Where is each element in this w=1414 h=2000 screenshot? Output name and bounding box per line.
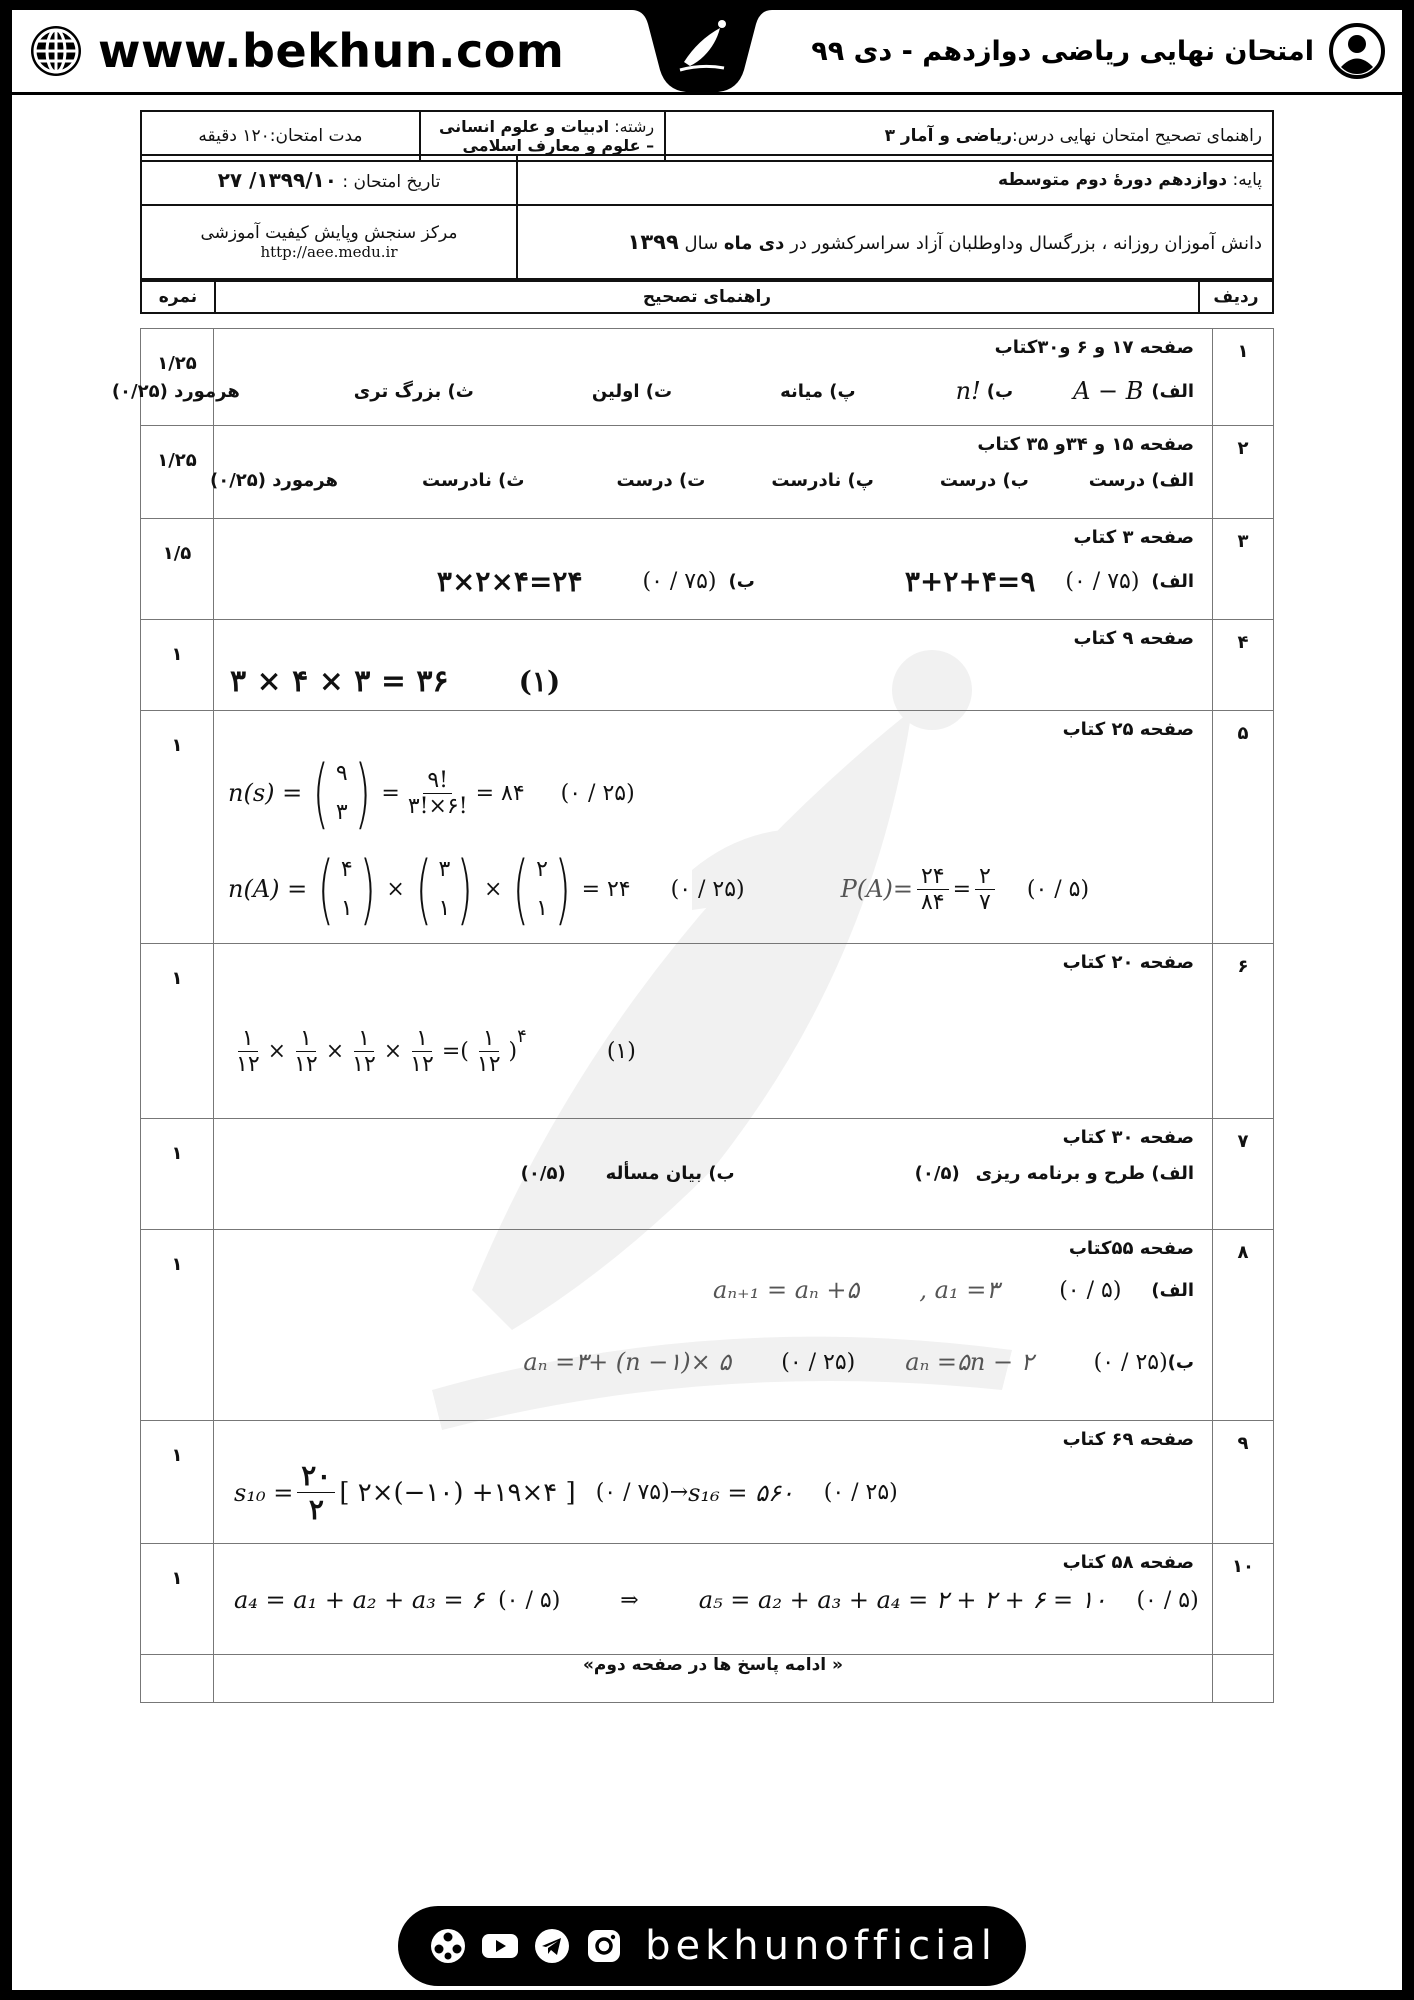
- score-note: (۰ / ۵): [1136, 1587, 1199, 1613]
- binom-bottom: ۱: [536, 896, 548, 921]
- col-guide: راهنمای تصحیح: [215, 281, 1199, 313]
- part-answer: ث) بزرگ تری: [353, 380, 474, 402]
- row-number: ۹: [1213, 1421, 1274, 1544]
- empty-cell: [141, 1655, 214, 1703]
- part-label: الف): [1151, 571, 1194, 592]
- user-icon: [1328, 22, 1386, 80]
- field-label: رشته:: [609, 117, 655, 136]
- course-name: ریاضی و آمار ۳: [884, 126, 1012, 146]
- denominator: ۸۴: [920, 889, 945, 915]
- answer-cell: [214, 620, 1213, 711]
- top-bar: [12, 10, 1402, 95]
- column-header: [140, 280, 1274, 314]
- math-expr: a₅ = a₂ + a₃ + a₄ = ۲ + ۲ + ۶ = ۱۰: [698, 1586, 1107, 1614]
- equals-paren: =(: [441, 1039, 469, 1064]
- page-ref: صفحه ۲۵ کتاب: [1062, 719, 1194, 740]
- score-note: (۰/۵): [520, 1163, 566, 1184]
- row-number: ۲: [1213, 426, 1274, 519]
- answer-cell: [214, 1119, 1213, 1230]
- numerator: ۱: [354, 1026, 374, 1052]
- math-expr: aₙ =۳+ (n −۱)× ۵: [523, 1348, 732, 1376]
- part-answer: الف) طرح و برنامه ریزی: [975, 1163, 1194, 1184]
- numerator: ۲۰: [297, 1459, 335, 1493]
- numerator: ۱: [412, 1026, 432, 1052]
- binom-bottom: ۱: [340, 896, 353, 921]
- page-ref: صفحه ۵۵کتاب: [1068, 1238, 1194, 1259]
- part-answer: پ) نادرست: [771, 470, 874, 491]
- math-result: s₁₆ = ۵۶۰: [688, 1478, 794, 1507]
- part-answer: ب) بیان مسأله: [605, 1163, 735, 1184]
- score-note: (۰ / ۵): [498, 1587, 561, 1613]
- instagram-icon[interactable]: [583, 1925, 625, 1967]
- social-handle[interactable]: bekhunofficial: [645, 1923, 997, 1969]
- binom-values: [336, 761, 348, 825]
- score-note: (۰ / ۲۵): [1093, 1349, 1168, 1375]
- row-number: ۸: [1213, 1230, 1274, 1421]
- page-ref: صفحه ۵۸ کتاب: [1062, 1552, 1194, 1573]
- answer-cell: [214, 944, 1213, 1119]
- center-cell: [141, 205, 517, 279]
- binomial: [306, 748, 377, 837]
- math-expr: ۳×۲×۴=۲۴: [436, 565, 583, 598]
- numerator: ۱: [238, 1026, 258, 1052]
- part-answer: ت) اولین: [591, 380, 673, 402]
- part-label: ب): [728, 571, 755, 592]
- site-link[interactable]: [28, 22, 564, 80]
- numerator: ۲: [975, 864, 995, 890]
- exam-date: ۱۳۹۹/۱۰/ ۲۷: [217, 168, 337, 192]
- times: ×: [386, 876, 405, 902]
- row-number: ۶: [1213, 944, 1274, 1119]
- answer-row-7: [141, 1119, 1274, 1230]
- duration-cell: مدت امتحان:۱۲۰ دقیقه: [141, 111, 420, 161]
- math-expr: n(s) =: [228, 779, 303, 807]
- row-number: ۱۰: [1213, 1544, 1274, 1655]
- answer-cell: [214, 1421, 1213, 1544]
- part-answer: ث) نادرست: [421, 470, 525, 491]
- math-expr: , a₁ =۳: [919, 1276, 1000, 1304]
- score-note: (۱): [606, 1039, 636, 1064]
- guide-label: راهنمای تصحیح امتحان نهایی درس:: [1011, 126, 1262, 146]
- col-score: نمره: [141, 281, 215, 313]
- answer-line: [210, 470, 1194, 491]
- answer-line: [112, 377, 1194, 405]
- binom-bottom: ۱: [438, 896, 451, 921]
- row-number: ۵: [1213, 711, 1274, 944]
- score-note: هرمورد (۰/۲۵): [209, 470, 338, 491]
- exam-title: امتحان نهایی ریاضی دوازدهم - دی ۹۹: [811, 35, 1314, 67]
- exam-info-table-2: [140, 154, 1274, 280]
- row-score: ۱/۵: [141, 519, 214, 620]
- score-note: (۰ / ۷۵): [642, 569, 717, 594]
- left-paren: (: [317, 844, 335, 933]
- right-paren: ): [354, 748, 371, 837]
- binomial: [506, 844, 577, 933]
- exam-year: ۱۳۹۹: [627, 230, 679, 254]
- part-label: الف): [1151, 380, 1194, 402]
- row-score: ۱: [141, 711, 214, 944]
- answer-line-a: [713, 1276, 1194, 1304]
- answer-cell: [214, 519, 1213, 620]
- center-name: مرکز سنجش وپایش کیفیت آموزشی: [200, 223, 458, 243]
- denominator: ۱۲: [236, 1052, 260, 1077]
- math-expr: ۳ × ۴ × ۳ = ۳۶: [230, 664, 449, 699]
- binomial: [409, 844, 480, 933]
- date-cell: [141, 155, 517, 205]
- denominator: ۱۲: [294, 1052, 318, 1077]
- times: ×: [325, 1039, 345, 1064]
- answer-cell: [209, 426, 1213, 519]
- math-result: = ۸۴: [475, 780, 525, 806]
- math-expr: P(A)=: [840, 875, 913, 903]
- fraction: [917, 864, 949, 915]
- bekhun-logo: [632, 10, 772, 92]
- globe-icon: [28, 23, 84, 79]
- grade-label: پایه:: [1227, 170, 1262, 190]
- aparat-icon[interactable]: [427, 1925, 469, 1967]
- binom-top: ۹: [335, 761, 348, 786]
- page-ref: صفحه ۶۹ کتاب: [1062, 1429, 1194, 1450]
- continuation-note: « ادامه پاسخ ها در صفحه دوم»: [214, 1655, 1213, 1703]
- binomial: [311, 844, 382, 933]
- binom-top: ۳: [438, 857, 451, 882]
- row-score: ۱: [141, 620, 214, 711]
- numerator: ۱: [479, 1026, 499, 1052]
- math-expr: aₙ =۵n − ۲: [905, 1348, 1034, 1376]
- ns-equation: [228, 748, 635, 837]
- times: ×: [267, 1039, 287, 1064]
- equals: =: [952, 876, 972, 902]
- fraction: [975, 864, 995, 915]
- denominator: ۲: [308, 1493, 324, 1526]
- students-text: دانش آموزان روزانه ، بزرگسال وداوطلبان آزاد سراسرکشور در: [784, 233, 1262, 254]
- binom-bottom: ۳: [335, 800, 348, 825]
- fraction: [473, 1026, 505, 1077]
- answer-row-10: [141, 1544, 1274, 1655]
- answer-cell: [214, 711, 1213, 944]
- page: [12, 10, 1402, 1990]
- series-sum: [234, 1459, 898, 1526]
- binom-values: [439, 857, 451, 921]
- center-url[interactable]: http://aee.medu.ir: [260, 243, 398, 261]
- times: ×: [483, 876, 503, 902]
- col-row: ردیف: [1199, 281, 1273, 313]
- score-note: (۰ / ۲۵): [781, 1349, 856, 1375]
- right-paren: ): [359, 844, 376, 933]
- math-expr: [ ۲×(−۱۰) +۱۹×۴ ]: [339, 1477, 576, 1508]
- score-note: (۱): [518, 665, 561, 698]
- left-paren: (: [415, 844, 432, 933]
- fraction: [232, 1026, 264, 1077]
- denominator: ۱۲: [410, 1052, 434, 1077]
- math-result: = ۲۴: [581, 876, 631, 902]
- answer-line: [521, 1163, 1194, 1184]
- right-paren: ): [457, 844, 474, 933]
- left-paren: (: [312, 748, 330, 837]
- part-answer: پ) میانه: [780, 380, 856, 402]
- denominator: ۷: [979, 889, 991, 915]
- row-number: ۱: [1213, 329, 1274, 426]
- fraction: [404, 768, 472, 819]
- row-score: ۱/۲۵: [141, 329, 214, 426]
- probability-equation: [228, 1026, 636, 1077]
- binom-values: [536, 857, 548, 921]
- row-score: ۱: [141, 1421, 214, 1544]
- math-expr: ۳+۲+۴=۹: [904, 565, 1036, 598]
- answer-line-b: [523, 1348, 1194, 1376]
- equals: =: [381, 780, 400, 806]
- exam-heading: [811, 22, 1386, 80]
- denominator: ۳!×۶!: [407, 793, 468, 819]
- answer-row-2: [141, 426, 1274, 519]
- math-expr: a₄ = a₁ + a₂ + a₃ = ۶: [234, 1586, 485, 1614]
- answer-row-9: [141, 1421, 1274, 1544]
- na-equation: [228, 844, 1090, 933]
- binom-values: [341, 857, 353, 921]
- year-label: سال: [678, 233, 724, 254]
- answer-row-4: [141, 620, 1274, 711]
- row-score: ۱: [141, 1544, 214, 1655]
- denominator: ۱۲: [352, 1052, 376, 1077]
- row-score: ۱: [141, 944, 214, 1119]
- row-number: ۴: [1213, 620, 1274, 711]
- answer-row-8: [141, 1230, 1274, 1421]
- score-note: (۰ / ۵): [1059, 1277, 1122, 1303]
- field-name: ادبیات و علوم انسانی – علوم و معارف اسلامی: [438, 117, 655, 155]
- page-ref: صفحه ۳۰ کتاب: [1062, 1127, 1194, 1148]
- math-expr: aₙ₊₁ = aₙ +۵: [713, 1276, 860, 1304]
- date-label: تاریخ امتحان :: [336, 172, 441, 192]
- answer-row-3: [141, 519, 1274, 620]
- math-expr: n!: [955, 377, 981, 405]
- fraction: [348, 1026, 380, 1077]
- part-label: الف): [1151, 1279, 1194, 1301]
- close-paren: ): [508, 1039, 518, 1064]
- score-note: (۰ / ۲۵): [823, 1480, 898, 1505]
- answer-row-6: [141, 944, 1274, 1119]
- numerator: ۲۴: [917, 864, 949, 890]
- answer-cell: [214, 1230, 1213, 1421]
- part-label: ب): [1167, 1351, 1194, 1373]
- students-cell: [517, 205, 1273, 279]
- exponent: ۴: [517, 1026, 527, 1047]
- score-note: (۰ / ۷۵): [1065, 569, 1140, 594]
- implies-arrow: ⇒: [620, 1587, 639, 1613]
- answer-line: [230, 664, 560, 699]
- site-url[interactable]: www.bekhun.com: [98, 24, 565, 78]
- score-note: (۰ / ۷۵): [595, 1480, 670, 1505]
- math-expr: n(A) =: [228, 875, 308, 903]
- answer-row-1: [141, 329, 1274, 426]
- score-note: هرمورد (۰/۲۵): [111, 380, 240, 402]
- exam-month: دی ماه: [723, 233, 785, 254]
- left-paren: (: [513, 844, 530, 933]
- grade-cell: [517, 155, 1273, 205]
- part-answer: الف) درست: [1088, 470, 1194, 491]
- empty-cell: [1213, 1655, 1274, 1703]
- arrow: →: [669, 1480, 689, 1505]
- binom-top: ۲: [536, 857, 548, 882]
- row-score: ۱: [141, 1230, 214, 1421]
- grade-value: دوازدهم دورۀ دوم متوسطه: [998, 170, 1228, 190]
- page-ref: صفحه ۱۵ و ۳۴و ۳۵ کتاب: [977, 434, 1194, 455]
- page-ref: صفحه ۲۰ کتاب: [1062, 952, 1194, 973]
- score-note: (۰/۵): [914, 1163, 960, 1184]
- denominator: ۱۲: [476, 1052, 501, 1077]
- times: ×: [383, 1039, 403, 1064]
- right-paren: ): [554, 844, 571, 933]
- part-label: ب): [986, 380, 1014, 402]
- page-ref: صفحه ۱۷ و ۶ و۳۰کتاب: [994, 337, 1194, 358]
- math-expr: s₁₀ =: [234, 1478, 294, 1507]
- row-score: ۱/۲۵: [141, 426, 214, 519]
- answer-cell: [214, 1544, 1213, 1655]
- continuation-row: [141, 1655, 1274, 1703]
- row-score: ۱: [141, 1119, 214, 1230]
- answer-row-5: [141, 711, 1274, 944]
- answers-table: [111, 328, 1274, 1703]
- score-note: (۰ / ۲۵): [670, 876, 745, 902]
- fraction: [297, 1459, 335, 1526]
- fraction: [290, 1026, 322, 1077]
- score-note: (۰ / ۲۵): [560, 780, 635, 806]
- fraction: [406, 1026, 438, 1077]
- score-note: (۰ / ۵): [1026, 876, 1090, 902]
- answer-line: [234, 1586, 1199, 1614]
- part-answer: ب) درست: [939, 470, 1029, 491]
- row-number: ۳: [1213, 519, 1274, 620]
- answer-line: [437, 565, 1194, 598]
- numerator: ۱: [296, 1026, 316, 1052]
- binom-top: ۴: [340, 857, 353, 882]
- page-ref: صفحه ۳ کتاب: [1073, 527, 1194, 548]
- numerator: ۹!: [423, 768, 452, 794]
- social-footer: [398, 1906, 1026, 1986]
- telegram-icon[interactable]: [531, 1925, 573, 1967]
- youtube-icon[interactable]: [479, 1925, 521, 1967]
- row-number: ۷: [1213, 1119, 1274, 1230]
- math-expr: A − B: [1073, 377, 1144, 405]
- page-ref: صفحه ۹ کتاب: [1073, 628, 1194, 649]
- part-answer: ت) درست: [616, 470, 706, 491]
